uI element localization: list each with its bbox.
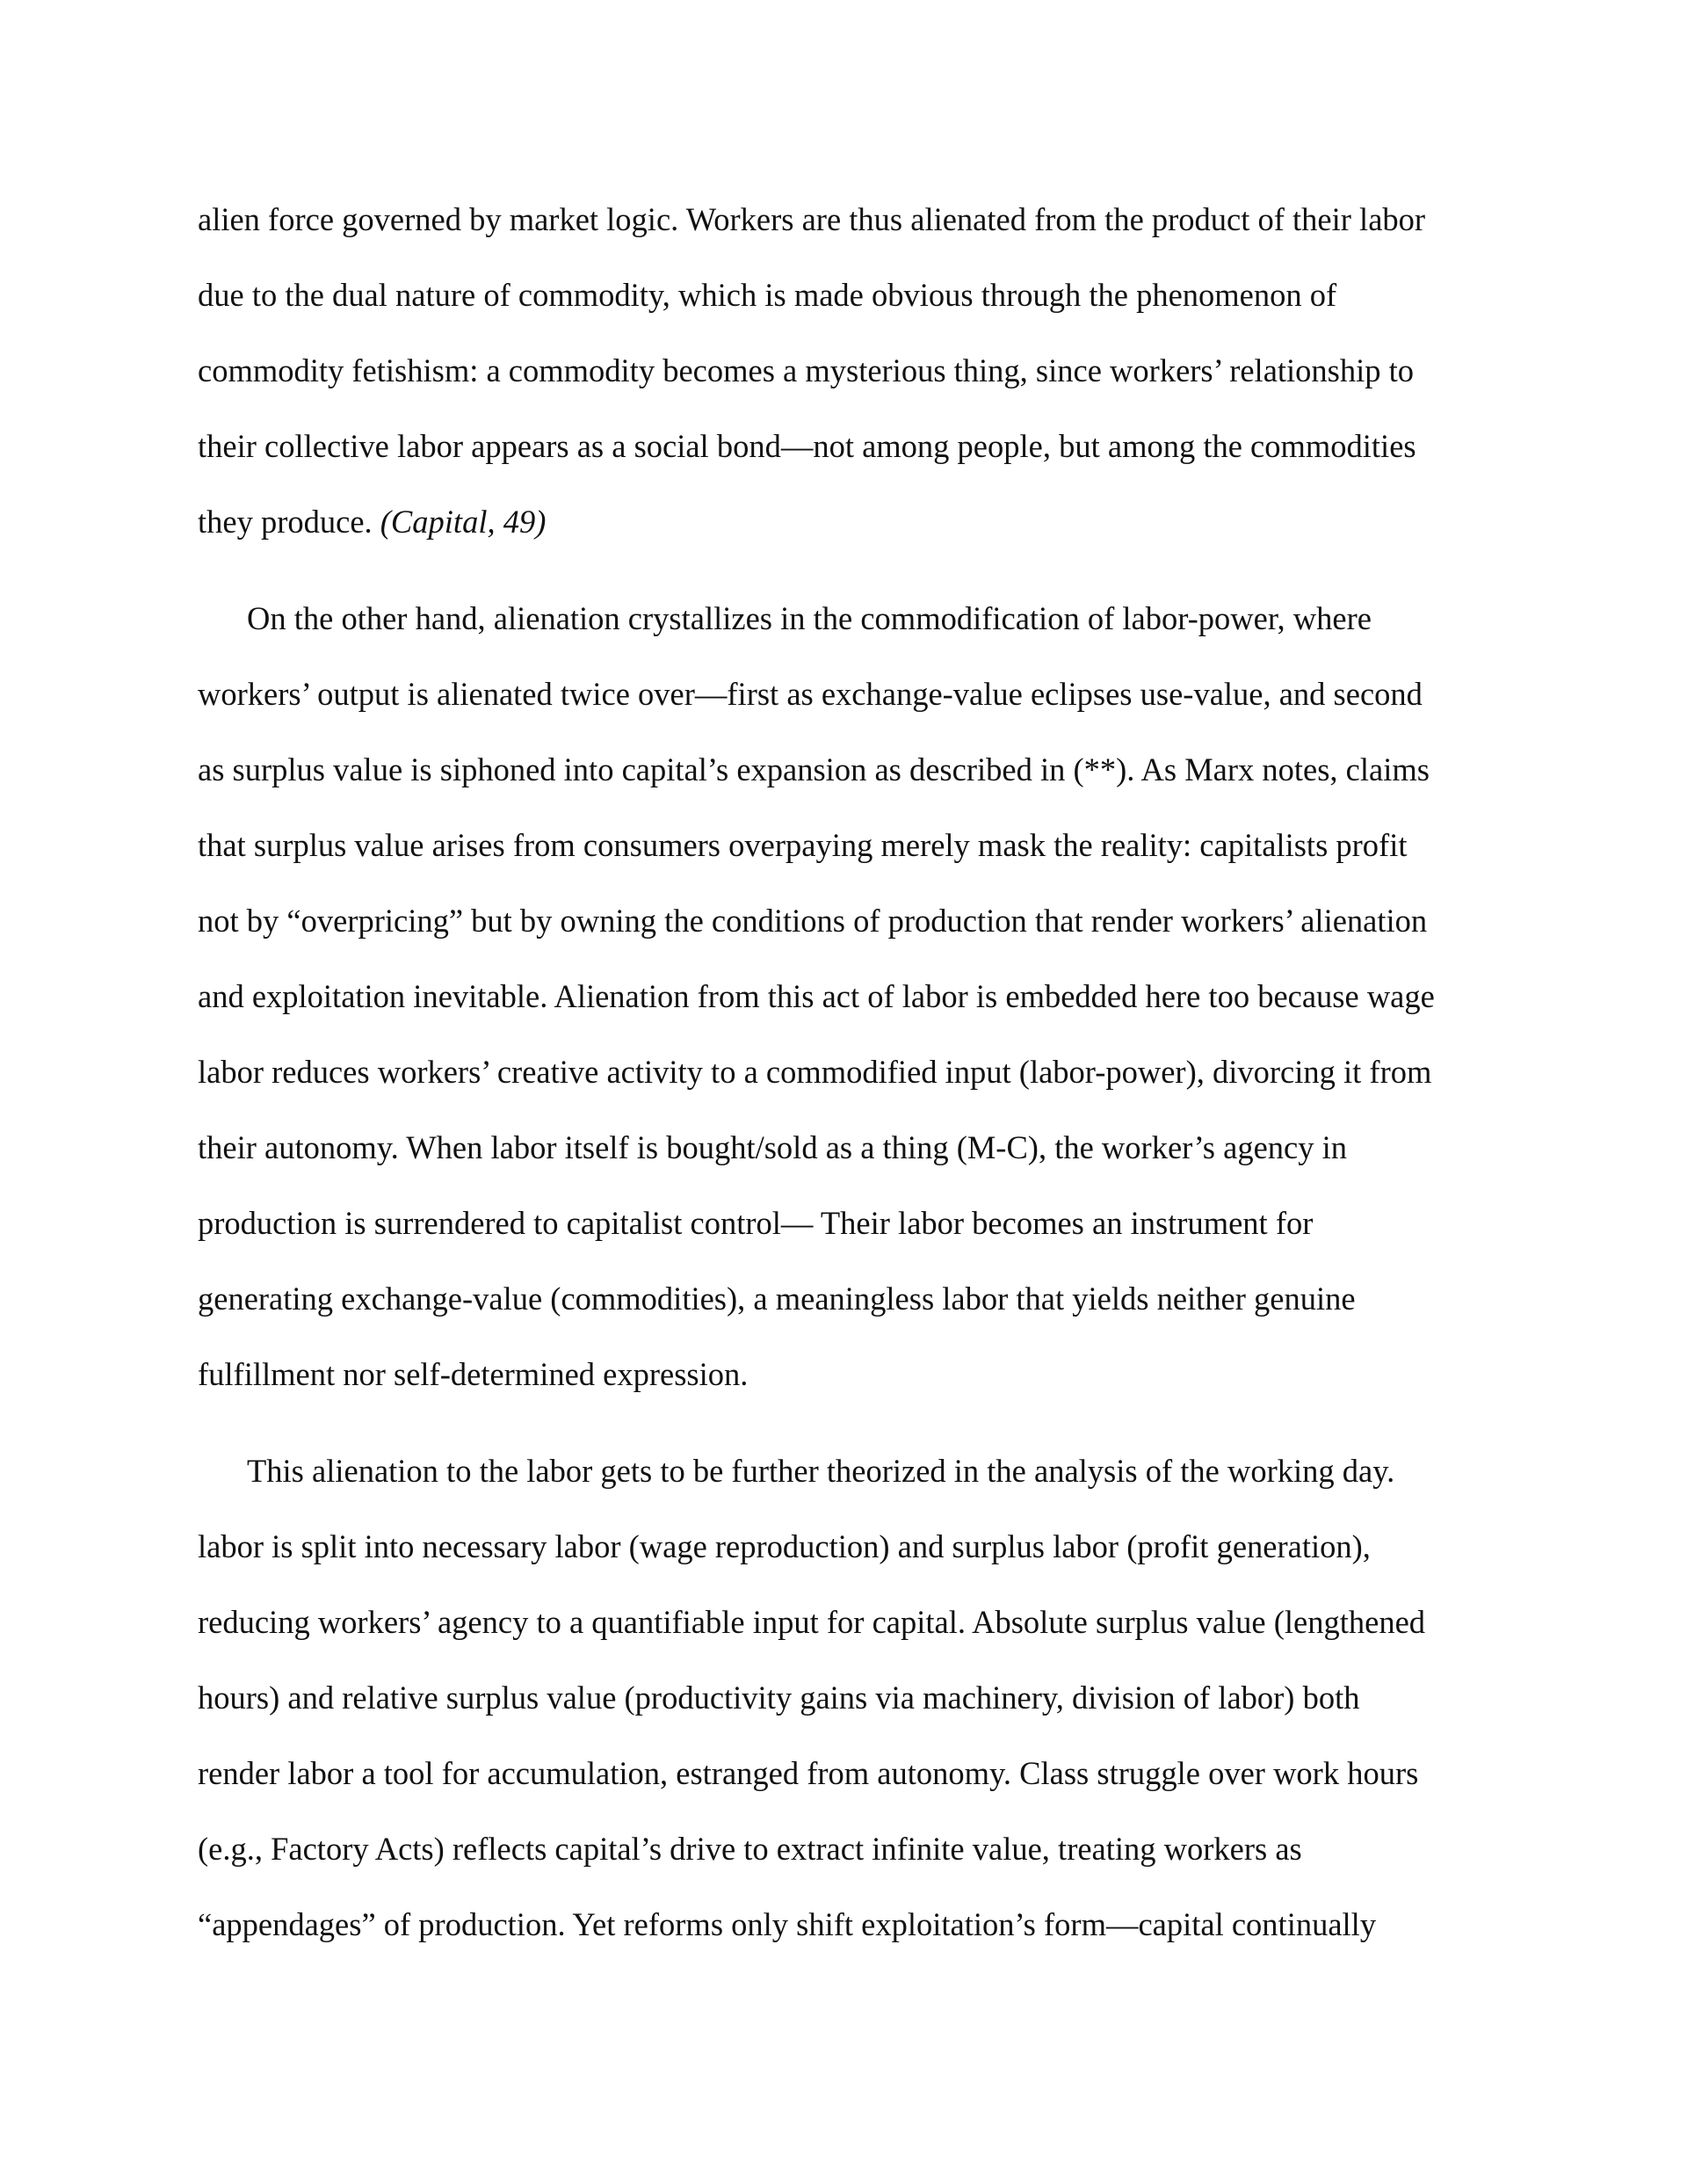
paragraph-2-line-7: labor reduces workers’ creative activity to a commodified input (labor-power), divorcing it from	[198, 1054, 1432, 1090]
paragraph-2-line-2: workers’ output is alienated twice over—first as exchange-value eclipses use-value, and second	[198, 676, 1423, 712]
paragraph-2-line-10: generating exchange-value (commodities), a meaningless labor that yields neither genuine	[198, 1281, 1356, 1317]
paragraph-1-line-1: alien force governed by market logic. Workers are thus alienated from the product of their labor	[198, 201, 1426, 237]
paragraph-2-line-1: On the other hand, alienation crystallizes in the commodification of labor-power, where	[247, 600, 1372, 636]
paragraph-1-line-2: due to the dual nature of commodity, which is made obvious through the phenomenon of	[198, 277, 1337, 313]
paragraph-2-line-8: their autonomy. When labor itself is bought/sold as a thing (M-C), the worker’s agency in	[198, 1129, 1347, 1165]
paragraph-1-line-5-text: they produce.	[198, 504, 380, 540]
paragraph-3-line-3: reducing workers’ agency to a quantifiable input for capital. Absolute surplus value (lengthened	[198, 1604, 1426, 1640]
paragraph-2-line-3: as surplus value is siphoned into capital’s expansion as described in (**). As Marx notes, claims	[198, 751, 1430, 787]
paragraph-3-line-6: (e.g., Factory Acts) reflects capital’s drive to extract infinite value, treating workers as	[198, 1831, 1302, 1867]
paragraph-3-line-4: hours) and relative surplus value (productivity gains via machinery, division of labor) both	[198, 1680, 1360, 1716]
paragraph-2-line-11: fulfillment nor self-determined expression.	[198, 1356, 749, 1392]
citation-capital-49: (Capital, 49)	[380, 504, 547, 540]
paragraph-2-line-4: that surplus value arises from consumers overpaying merely mask the reality: capitalists profit	[198, 827, 1408, 863]
paragraph-2-line-9: production is surrendered to capitalist control— Their labor becomes an instrument for	[198, 1205, 1314, 1241]
paragraph-1-line-4: their collective labor appears as a social bond—not among people, but among the commodities	[198, 428, 1416, 464]
paragraph-1-line-3: commodity fetishism: a commodity becomes a mysterious thing, since workers’ relationship to	[198, 352, 1415, 388]
paragraph-3-line-1: This alienation to the labor gets to be further theorized in the analysis of the working day.	[247, 1453, 1395, 1489]
paragraph-3-line-7: “appendages” of production. Yet reforms only shift exploitation’s form—capital continually	[198, 1906, 1377, 1942]
paragraph-1-line-5	[198, 503, 546, 541]
paragraph-3-line-2: labor is split into necessary labor (wage reproduction) and surplus labor (profit generation),	[198, 1528, 1371, 1564]
paragraph-2-line-6: and exploitation inevitable. Alienation from this act of labor is embedded here too because wage	[198, 978, 1435, 1014]
paragraph-3-line-5: render labor a tool for accumulation, estranged from autonomy. Class struggle over work hours	[198, 1755, 1419, 1791]
paragraph-2-line-5: not by “overpricing” but by owning the conditions of production that render workers’ alienation	[198, 903, 1428, 939]
